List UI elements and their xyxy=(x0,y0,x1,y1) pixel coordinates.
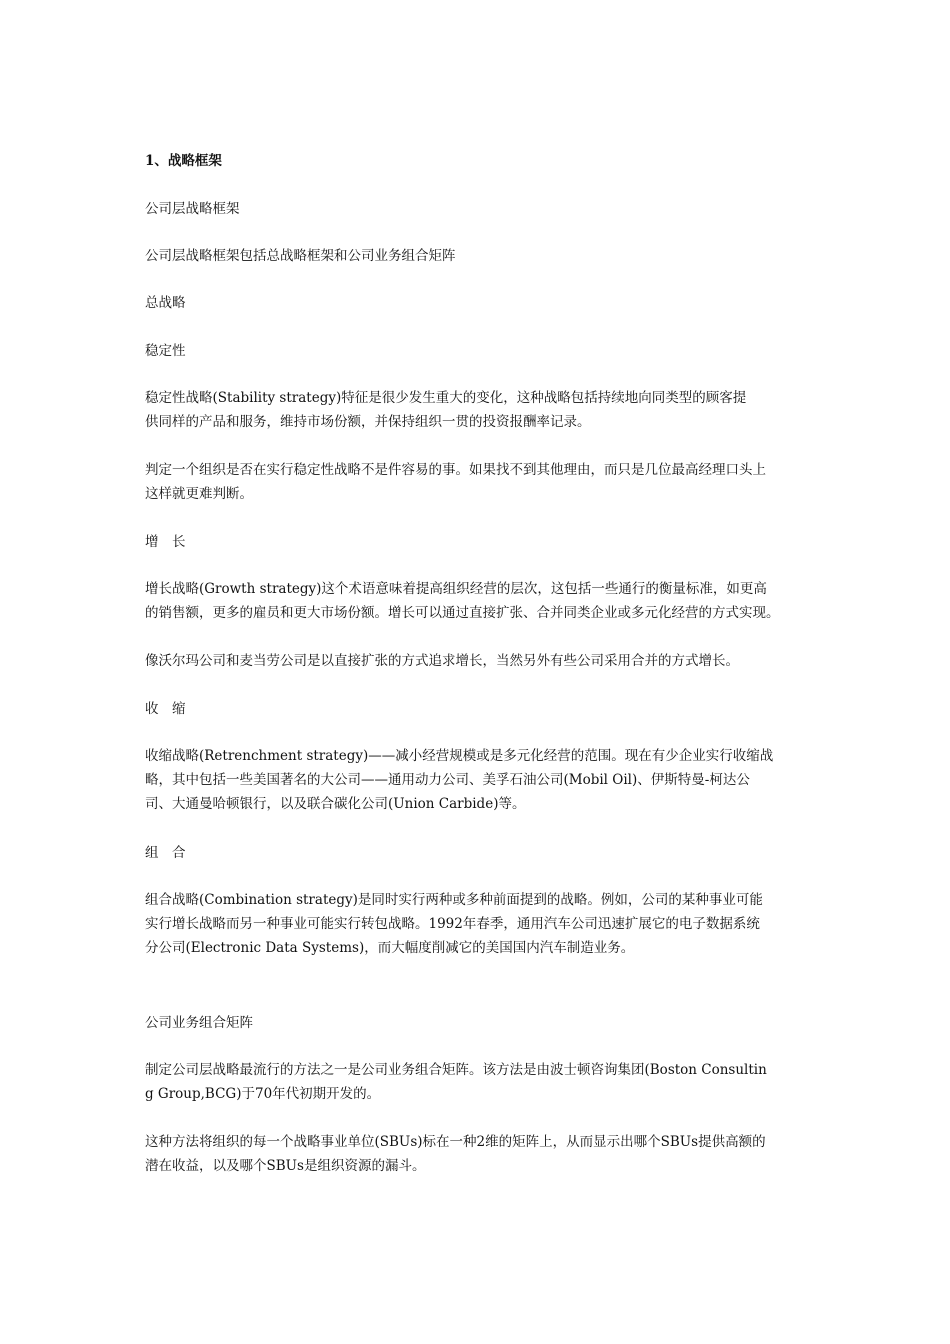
heading-stability: 稳定性 xyxy=(145,343,186,359)
combination-paragraph-line-2: 实行增长战略而另一种事业可能实行转包战略。1992年春季，通用汽车公司迅速扩展它的电子数据系统 xyxy=(145,916,760,932)
portfolio-paragraph-2-line-2: 潜在收益，以及哪个SBUs是组织资源的漏斗。 xyxy=(145,1158,426,1174)
retrenchment-paragraph-line-3: 司、大通曼哈顿银行，以及联合碳化公司(Union Carbide)等。 xyxy=(145,796,526,812)
combination-paragraph-line-3: 分公司(Electronic Data Systems)，而大幅度削减它的美国国内汽车制造业务。 xyxy=(145,940,635,956)
stability-paragraph-1-line-2: 供同样的产品和服务，维持市场份额，并保持组织一贯的投资报酬率记录。 xyxy=(145,414,591,430)
heading-overall-strategy: 总战略 xyxy=(145,295,186,311)
portfolio-paragraph-2-line-1: 这种方法将组织的每一个战略事业单位(SBUs)标在一种2维的矩阵上，从而显示出哪个SBUs提供高额的 xyxy=(145,1134,766,1150)
heading-corporate-strategy: 公司层战略框架 xyxy=(145,201,240,217)
portfolio-paragraph-1-line-1: 制定公司层战略最流行的方法之一是公司业务组合矩阵。该方法是由波士顿咨询集团(Boston Consultin xyxy=(145,1062,767,1078)
section-title: 1、战略框架 xyxy=(145,153,222,169)
growth-paragraph-2: 像沃尔玛公司和麦当劳公司是以直接扩张的方式追求增长，当然另外有些公司采用合并的方式增长。 xyxy=(145,653,739,669)
combination-paragraph-line-1: 组合战略(Combination strategy)是同时实行两种或多种前面提到的战略。例如，公司的某种事业可能 xyxy=(145,892,763,908)
heading-portfolio-matrix: 公司业务组合矩阵 xyxy=(145,1015,253,1031)
heading-growth: 增 长 xyxy=(145,534,186,550)
stability-paragraph-2-line-1: 判定一个组织是否在实行稳定性战略不是件容易的事。如果找不到其他理由，而只是几位最高经理口头上 xyxy=(145,462,766,478)
retrenchment-paragraph-line-1: 收缩战略(Retrenchment strategy)——减小经营规模或是多元化经营的范围。现在有少企业实行收缩战 xyxy=(145,748,774,764)
portfolio-paragraph-1-line-2: g Group,BCG)于70年代初期开发的。 xyxy=(145,1086,381,1102)
stability-paragraph-2-line-2: 这样就更难判断。 xyxy=(145,486,253,502)
heading-retrenchment: 收 缩 xyxy=(145,701,186,717)
growth-paragraph-1-line-1: 增长战略(Growth strategy)这个术语意味着提高组织经营的层次，这包括一些通行的衡量标准，如更高 xyxy=(145,581,767,597)
intro-paragraph: 公司层战略框架包括总战略框架和公司业务组合矩阵 xyxy=(145,248,456,264)
stability-paragraph-1-line-1: 稳定性战略(Stability strategy)特征是很少发生重大的变化，这种战略包括持续地向同类型的顾客提 xyxy=(145,390,747,406)
retrenchment-paragraph-line-2: 略，其中包括一些美国著名的大公司——通用动力公司、美孚石油公司(Mobil Oil)、伊斯特曼-柯达公 xyxy=(145,772,750,788)
growth-paragraph-1-line-2: 的销售额，更多的雇员和更大市场份额。增长可以通过直接扩张、合并同类企业或多元化经营的方式实现。 xyxy=(145,605,780,621)
heading-combination: 组 合 xyxy=(145,845,186,861)
